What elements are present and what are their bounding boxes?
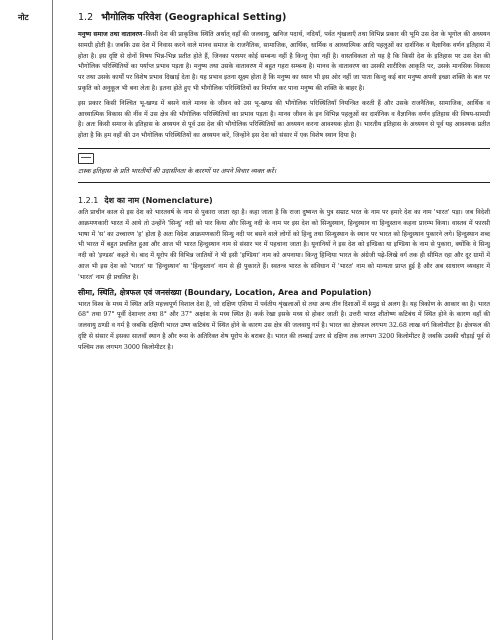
subsection-heading-nomenclature — [78, 195, 490, 206]
task-text: टास्क इतिहास के प्रति भारतीयों की उदासीनता के कारणों पर अपने विचार व्यक्त करें। — [78, 166, 277, 175]
paragraph-boundary: भारत विश्व के मध्य में स्थित अति महत्त्वपूर्ण विशाल देश है, जो दक्षिण एशिया में पर्वतीय शृंखलाओं से तथा अन्य तीन दिशाओं में समुद्र से अलग है। यह त्रिकोण के आकार का है। भारत 68° तथा 97° पूर्वी देशान्तर तथा 8° और 37° अक्षांश के मध्य स्थित है। कर्क रेखा इसके मध्य से होकर जाती है। उत्तरी भारत शीतोष्ण कटिबंध में स्थित होने के कारण वहाँ की जलवायु ठण्डी व गर्म है जबकि दक्षिणी भारत उष्ण कटिबंध में स्थित होने के कारण उस क्षेत्र की जलवायु गर्म है। भारत का क्षेत्रफल लगभग 32.68 लाख वर्ग किलोमीटर है। क्षेत्रफल की दृष्टि से संसार में इसका सातवाँ स्थान है और रूस के अतिरिक्त शेष यूरोप के बराबर है। भारत की लम्बाई उत्तर से दक्षिण तक लगभग 3200 किलोमीटर है जबकि उसकी चौड़ाई पूर्व से पश्चिम तक लगभग 3000 किलोमीटर है। — [78, 300, 490, 351]
paragraph-nomenclature: अति प्राचीन काल से इस देश को भारतवर्ष के नाम से पुकारा जाता रहा है। कहा जाता है कि राजा दुष्यन्त के पुत्र सम्राट भरत के नाम पर हमारे देश का नाम 'भारत' पड़ा। जब विदेशी आक्रमणकारी भारत में आये तो उन्होंने 'सिन्धु' नदी को पार किया और सिन्धु नदी के नाम पर इस देश को सिन्धुस्थान, हिन्दुस्थान या हिन्दुस्तान कहना प्रारम्भ किया। वास्तव में फारसी भाषा में 'स' का उच्चारण 'ह' होता है अतः विदेश आक्रमणकारी सिन्धु नदी पर बसने वाले लोगों को हिन्दु तथा सिन्धुस्थान के स्थान पर भारत को हिन्दुस्थान पुकारने लगे। हिन्दुस्थान शब्द भी भारत में बहुत प्रचलित हुआ और आज भी भारत हिन्दुस्थान नाम से संसार भर में पहचाना जाता है। यूनानियों ने इस देश को इण्डिका या इण्डिया के नाम से पुकारा, क्योंकि वे सिन्धु नदी को 'इण्डस' कहते थे। बाद में यूरोप की विभिन्न जातियों ने भी इसी 'इण्डिया' नाम को अपनाया। किन्तु हिन्दिया भारत के अंग्रेजी पढ़े-लिखे वर्ग तक ही सीमित रहा और दूर ग्रामों में आज भी इस देश को 'भारत' या 'हिन्दुस्थान' या 'हिन्दुस्तान' नाम से ही पुकारते हैं। स्वतन्त्र भारत के संविधान में 'भारत' नाम को मान्यता प्राप्त हुई है और अब साधारण व्यवहार में 'भारत' नाम ही प्रचलित है। — [78, 208, 490, 281]
paragraph-geography-influence: इस प्रकार किसी निश्चित भू-खण्ड में बसने वाले मानव के जीवन को उस भू-खण्ड की भौगोलिक परिस्थितियाँ नियन्त्रित करती हैं और उसके राजनैतिक, सामाजिक, आर्थिक व आध्यात्मिक विकास की नींव में उस क्षेत्र की भौगोलिक परिस्थितियों का प्रभाव पड़ता है। मानव जीवन के इन विभिन्न पहलुओं का दार्शनिक व वैज्ञानिक वर्णन इतिहास की विषय-सामग्री है। अतः किसी समाज के इतिहास के अध्ययन से पूर्व उस देश की भौगोलिक परिस्थितियों का अध्ययन करना आवश्यक होता है। भारतीय इतिहास के अध्ययन से पूर्व यह आवश्यक प्रतीत होता है कि हम वहाँ की उन भौगोलिक परिस्थितियों का अध्ययन करें, जिन्होंने इस देश को संसार में एक विशेष स्थान दिया है। — [78, 99, 490, 140]
page-content — [78, 10, 490, 358]
section-title: भौगोलिक परिवेश (Geographical Setting) — [101, 12, 287, 23]
paragraph-environment — [78, 30, 490, 95]
subsection-number: 1.2.1 — [78, 195, 99, 205]
notes-label: नोट — [18, 12, 29, 22]
margin-sidebar — [0, 0, 53, 640]
task-box — [78, 148, 490, 183]
subsection-heading-boundary: सीमा, स्थिति, क्षेत्रफल एवं जनसंख्या (Boundary, Location, Area and Population) — [78, 287, 372, 297]
paragraph-lead: मनुष्य समाज तथा वातावरण — [78, 31, 143, 38]
paragraph-body: –किसी देश की प्राकृतिक स्थिति अर्थात् वहाँ की जलवायु, खनिज पदार्थ, नदियाँ, पर्वत शृंखलाएँ तथा विभिन्न प्रकार की भूमि उस देश के भूगोल की अध्ययन सामग्री होती है। जबकि उस देश में निवास करने वाले मानव समाज के राजनैतिक, सामाजिक, आर्थिक, धार्मिक व आध्यात्मिक आदि पहलुओं का दार्शनिक व वैज्ञानिक वर्णन इतिहास में होता है। इस दृष्टि से दोनों विषय भिन्न-भिन्न प्रतीत होते हैं, जिनका परस्पर कोई सम्बन्ध नहीं है किन्तु ऐसा नहीं है। वास्तविकता तो यह है कि किसी देश के इतिहास पर उस देश की भौगोलिक परिस्थितियों का पर्याप्त प्रभाव पड़ता है। मनुष्य तथा उसके वातावरण में बहुत गहरा सम्बन्ध है। मानव के वातावरण का उसकी शारीरिक आकृति पर, उसके मानसिक विकास पर तथा उसके कार्यों पर विशेष प्रभाव दिखाई देता है। यह प्रभाव इतना सूक्ष्म होता है कि मनुष्य का ध्यान भी इस ओर नहीं जा पाता किन्तु कई बार मनुष्य अपनी इच्छा शक्ति के बल पर प्रकृति को अनुकूल भी बना लेता है। इतना होते हुए भी भौगोलिक परिस्थितियों का निर्माण कर पाना मनुष्य की शक्ति के बाहर है। — [78, 31, 491, 92]
section-number: 1.2 — [78, 12, 94, 23]
subsection-title: देश का नाम (Nomenclature) — [104, 195, 213, 205]
section-heading — [78, 10, 490, 23]
task-pencil-icon — [78, 153, 94, 164]
